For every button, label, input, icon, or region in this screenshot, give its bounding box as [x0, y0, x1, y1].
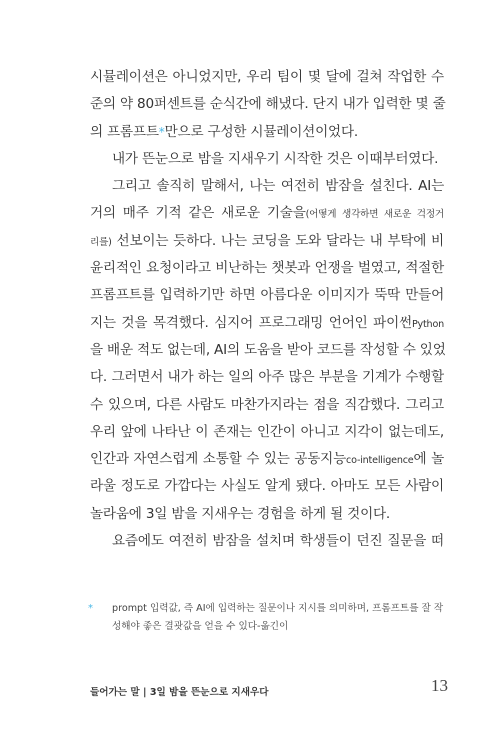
text-line: 준의 약 80퍼센트를 순식간에 해냈다. 단지 내가 입력한 몇 줄	[90, 96, 446, 113]
gloss-term: co-intelligence	[346, 455, 414, 467]
inline-note: (어떻게 생각하면 새로운 걱정거	[305, 209, 444, 221]
footnote	[90, 600, 450, 636]
text-line: 우리 앞에 나타난 이 존재는 인간이 아니고 지각이 없는데도,	[90, 423, 444, 440]
text-fragment: 의 프롬프트	[90, 123, 159, 140]
running-title: 들어가는 말 | 3일 밤을 뜬눈으로 지새우다	[90, 687, 269, 698]
text-line: 수 있으며, 다른 사람도 마찬가지라는 점을 직감했다. 그리고	[90, 396, 444, 413]
text-line: 라울 정도로 가깝다는 사실도 알게 됐다. 아마도 모든 사람이	[90, 478, 444, 495]
text-line: 시뮬레이션은 아니었지만, 우리 팀이 몇 달에 걸쳐 작업한 수	[90, 69, 444, 85]
text-line	[90, 119, 444, 146]
text-fragment: 선보이는 듯하다. 나는 코딩을 도와 달라는 내 부탁에 비	[111, 232, 444, 249]
text-line	[90, 200, 444, 227]
inline-note: 리를)	[90, 236, 112, 248]
text-line: 다. 그러면서 내가 하는 일의 아주 많은 부분을 기계가 수행할	[90, 369, 444, 386]
text-line	[90, 228, 444, 255]
text-line: 윤리적인 요청이라고 비난하는 챗봇과 언쟁을 벌였고, 적절한	[90, 260, 444, 277]
body-text	[90, 64, 444, 555]
text-line	[90, 446, 444, 473]
text-line: 프롬프트를 입력하기만 하면 아름다운 이미지가 뚝딱 만들어	[90, 287, 444, 304]
text-line: 놀라움에 3일 밤을 지새우는 경험을 하게 될 것이다.	[90, 505, 391, 522]
page-number: 13	[431, 676, 448, 695]
text-line: 요즘에도 여전히 밤잠을 설치며 학생들이 던진 질문을 떠	[112, 533, 444, 550]
text-fragment: 에 놀	[413, 451, 444, 468]
text-fragment: 인간과 자연스럽게 소통할 수 있는 공동지능	[90, 451, 347, 468]
footnote-marker: *	[158, 124, 165, 139]
footnote-line: 성해야 좋은 결괏값을 얻을 수 있다-옮긴이	[112, 621, 289, 632]
text-fragment: 만으로 구성한 시뮬레이션이었다.	[164, 123, 358, 140]
footnote-line: prompt 입력값, 즉 AI에 입력하는 질문이나 지시를 의미하며, 프롬프트를 잘 작	[112, 603, 444, 614]
text-line: 을 배운 적도 없는데, AI의 도움을 받아 코드를 작성할 수 있었	[90, 341, 446, 358]
gloss-term: Python	[411, 318, 444, 330]
text-line	[90, 310, 444, 337]
text-line: 내가 뜬눈으로 밤을 지새우기 시작한 것은 이때부터였다.	[112, 150, 439, 167]
text-fragment: 거의 매주 기적 같은 새로운 기술을	[90, 205, 306, 222]
footnote-bullet: *	[88, 603, 93, 614]
text-fragment: 지는 것을 목격했다. 심지어 프로그래밍 언어인 파이썬	[90, 314, 412, 331]
text-line: 그리고 솔직히 말해서, 나는 여전히 밤잠을 설친다. AI는	[112, 178, 444, 195]
